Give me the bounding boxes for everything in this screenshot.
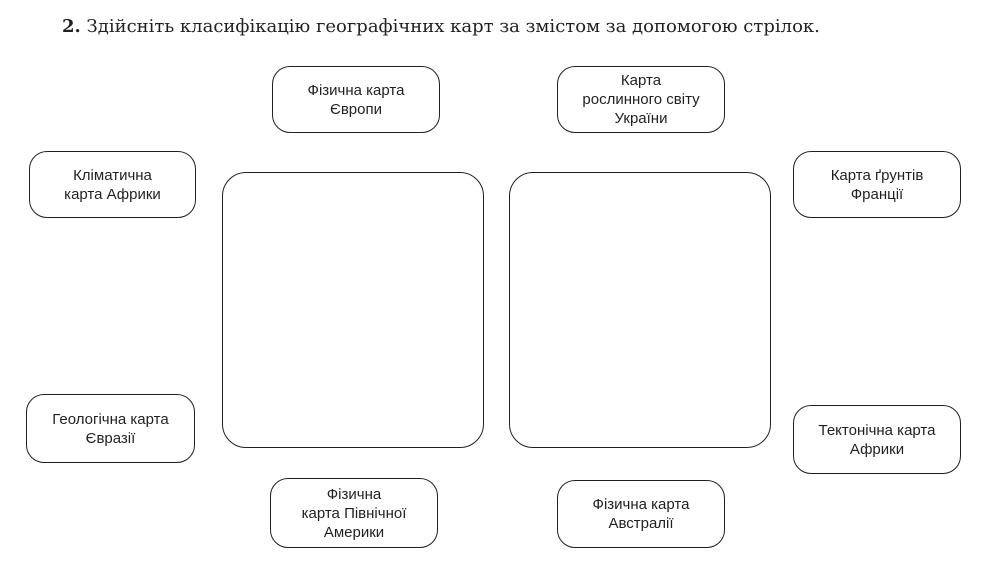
card-physical-australia[interactable]	[557, 480, 725, 548]
card-line: Фізична	[326, 485, 382, 503]
card-line: Америки	[323, 523, 385, 541]
classification-box-left[interactable]	[222, 172, 484, 448]
card-line: Євразії	[85, 429, 136, 447]
card-line: Геологічна карта	[52, 410, 169, 428]
card-line: Карта	[620, 72, 662, 89]
card-line: України	[614, 110, 668, 127]
card-line: Тектонічна карта	[818, 421, 936, 439]
card-physical-north-america[interactable]	[270, 478, 438, 548]
card-line: карта Північної	[301, 504, 407, 522]
card-physical-europe[interactable]	[272, 66, 440, 133]
card-line: Африки	[849, 440, 905, 458]
card-line: карта Африки	[64, 185, 161, 203]
card-line: рослинного світу	[582, 91, 700, 108]
card-soils-france[interactable]	[793, 151, 961, 218]
card-flora-ukraine[interactable]	[557, 66, 725, 133]
card-line: Франції	[850, 185, 904, 203]
card-climate-africa[interactable]	[29, 151, 196, 218]
classification-box-right[interactable]	[509, 172, 771, 448]
card-line: Фізична карта	[307, 81, 405, 99]
card-geology-eurasia[interactable]	[26, 394, 195, 463]
card-line: Кліматична	[73, 166, 152, 184]
card-line: Європи	[330, 100, 382, 118]
card-line: Карта ґрунтів	[830, 166, 924, 184]
card-line: Фізична карта	[592, 496, 690, 513]
card-tectonic-africa[interactable]	[793, 405, 961, 474]
task-text: Здійсніть класифікацію географічних карт за змістом за допомогою стрілок.	[86, 16, 820, 37]
task-number: 2.	[62, 16, 81, 37]
task-prompt	[62, 14, 992, 40]
card-line: Австралії	[608, 515, 674, 532]
